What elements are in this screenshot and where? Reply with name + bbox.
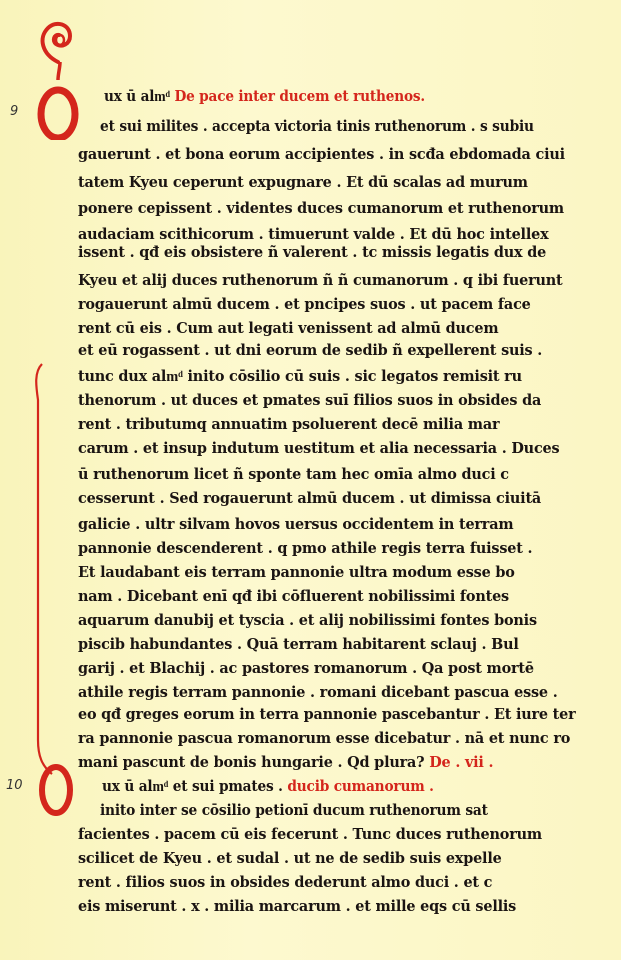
text-line: ponere cepissent . videntes duces cumanorum et ruthenorum xyxy=(78,200,564,217)
text-line: eo qđ greges eorum in terra pannonie pascebantur . Et iure ter xyxy=(78,706,576,723)
text-line: nam . Dicebant enī qđ ibi cōfluerent nobilissimi fontes xyxy=(78,588,509,605)
text-line: ux ū almͩ et sui pmates . ducib cumanorum . xyxy=(102,778,434,795)
text-line: cesserunt . Sed rogauerunt almū ducem . ut dimissa ciuitā xyxy=(78,490,542,507)
text-line: mani pascunt de bonis hungarie . Qd plura? De . vii . xyxy=(78,754,494,771)
text-line: scilicet de Kyeu . et sudal . ut ne de sedib suis expelle xyxy=(78,850,502,867)
margin-flourish-line xyxy=(30,360,60,780)
decorated-initial-o-first xyxy=(28,10,88,140)
text-line: galicie . ultr silvam hovos uersus occidentem in terram xyxy=(78,516,514,533)
text-line: tatem Kyeu ceperunt expugnare . Et dū scalas ad murum xyxy=(78,174,528,191)
text-line: piscib habundantes . Quā terram habitarent sclauj . Bul xyxy=(78,636,519,653)
text-line: rent cū eis . Cum aut legati venissent ad almū ducem xyxy=(78,320,499,337)
text-line: gauerunt . et bona eorum accipientes . in scđa ebdomada ciui xyxy=(78,146,565,163)
folio-number-10: 10 xyxy=(6,778,23,793)
text-line: issent . qđ eis obsistere ñ valerent . tc missis legatis dux de xyxy=(78,244,547,261)
text-line: Et laudabant eis terram pannonie ultra modum esse bo xyxy=(78,564,515,581)
text-line: aquarum danubij et tyscia . et alij nobilissimi fontes bonis xyxy=(78,612,537,629)
text-line: ū ruthenorum licet ñ sponte tam hec omīa almo duci c xyxy=(78,466,509,483)
text-line: rent . filios suos in obsides dederunt almo duci . et c xyxy=(78,874,493,891)
text-line: garij . et Blachij . ac pastores romanorum . Qa post mortē xyxy=(78,660,534,677)
text-line: et sui milites . accepta victoria tinis ruthenorum . s subiu xyxy=(100,118,534,135)
text-line: athile regis terram pannonie . romani dicebant pascua esse . xyxy=(78,684,558,701)
folio-number-9: 9 xyxy=(10,104,19,119)
text-line: ra pannonie pascua romanorum esse dicebatur . nā et nunc ro xyxy=(78,730,571,747)
text-line: eis miserunt . x . milia marcarum . et mille eqs cū sellis xyxy=(78,898,517,915)
text-line: thenorum . ut duces et pmates suī filios suos in obsides da xyxy=(78,392,542,409)
text-line: pannonie descenderent . q pmo athile regis terra fuisset . xyxy=(78,540,533,557)
text-line: audaciam scithicorum . timuerunt valde . Et dū hoc intellex xyxy=(78,226,549,243)
text-line: et eū rogassent . ut dni eorum de sedib ñ expellerent suis . xyxy=(78,342,543,359)
text-line: ux ū almͩ De pace inter ducem et ruthenos. xyxy=(104,88,425,105)
text-line: rent . tributumq annuatim psoluerent decē milia mar xyxy=(78,416,500,433)
text-line: inito inter se cōsilio petionī ducum ruthenorum sat xyxy=(100,802,488,819)
text-line: carum . et insup indutum uestitum et alia necessaria . Duces xyxy=(78,440,560,457)
text-line: rogauerunt almū ducem . et pncipes suos . ut pacem face xyxy=(78,296,531,313)
text-line: Kyeu et alij duces ruthenorum ñ ñ cumanorum . q ibi fuerunt xyxy=(78,272,563,289)
text-line: tunc dux almͩ inito cōsilio cū suis . sic legatos remisit ru xyxy=(78,368,522,385)
text-line: facientes . pacem cū eis fecerunt . Tunc duces ruthenorum xyxy=(78,826,542,843)
